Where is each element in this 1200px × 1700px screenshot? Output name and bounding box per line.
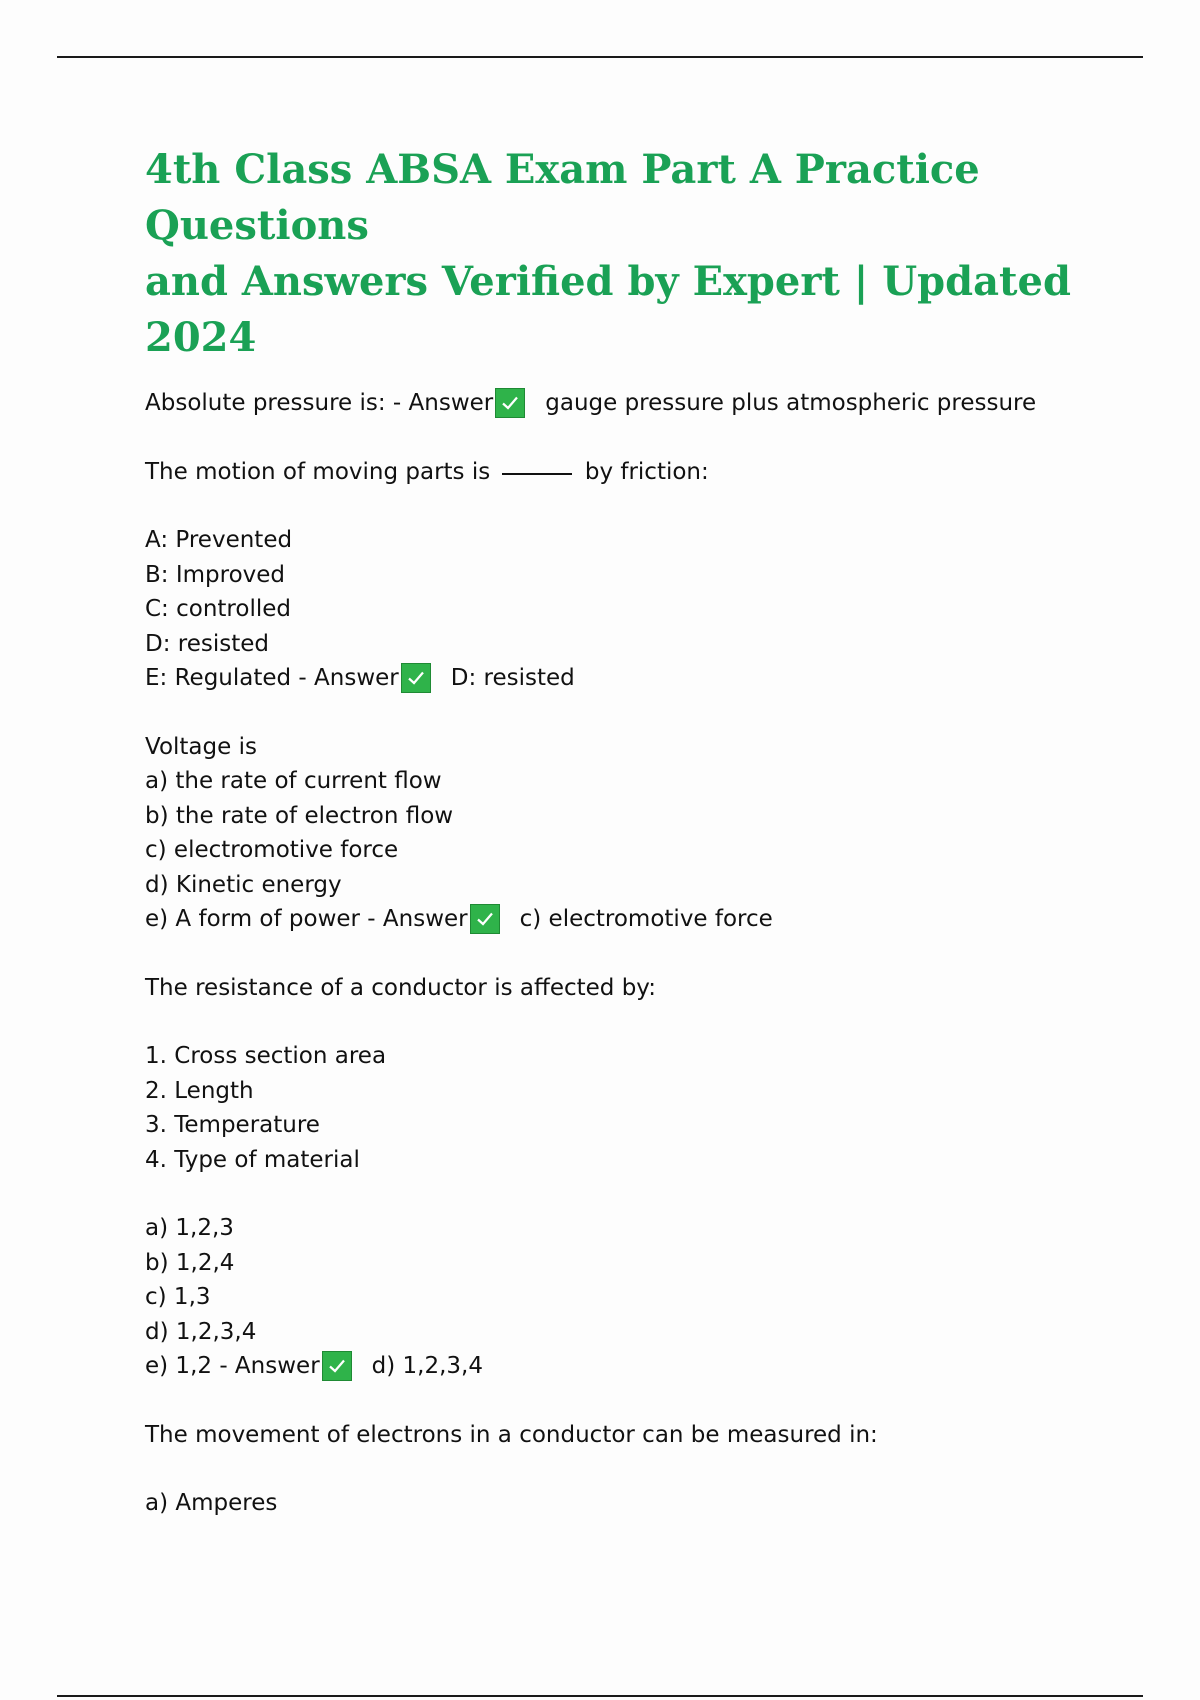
question-4-answer: d) 1,2,3,4 (371, 1353, 484, 1379)
option: E: Regulated - Answer (145, 665, 399, 691)
option: b) the rate of electron flow (145, 802, 454, 829)
option: a) Amperes (145, 1490, 278, 1516)
question-3-answer: c) electromotive force (519, 906, 773, 932)
option: B: Improved (145, 561, 286, 588)
list-item: 4. Type of material (145, 1146, 360, 1173)
check-icon (401, 663, 431, 693)
question-1-answer: gauge pressure plus atmospheric pressure (545, 390, 1037, 416)
question-4-prompt: The resistance of a conductor is affected by: (145, 974, 656, 1001)
list-item: 3. Temperature (145, 1112, 320, 1138)
question-2-answer-line (145, 661, 1095, 696)
question-4-answer-line (145, 1349, 1095, 1384)
title-line-2: and Answers Verified by Expert | Updated 2024 (145, 258, 1071, 361)
check-icon (470, 904, 500, 934)
question-1-prompt: Absolute pressure is: - Answer (145, 390, 494, 416)
question-5-prompt: The movement of electrons in a conductor can be measured in: (145, 1421, 878, 1448)
question-2-answer: D: resisted (450, 665, 575, 691)
top-rule (57, 56, 1143, 58)
document-title (145, 142, 1095, 366)
bottom-rule (57, 1695, 1143, 1697)
question-3-prompt: Voltage is (145, 733, 257, 760)
option: b) 1,2,4 (145, 1249, 235, 1276)
option: d) 1,2,3,4 (145, 1318, 257, 1345)
document-content (145, 142, 1095, 1521)
option: e) A form of power - Answer (145, 906, 468, 932)
question-2-prompt-before: The motion of moving parts is (145, 458, 491, 485)
option: c) electromotive force (145, 837, 399, 863)
question-1 (145, 386, 1095, 421)
option: d) Kinetic energy (145, 871, 342, 898)
question-2-prompt-after: by friction: (584, 458, 709, 485)
option: a) 1,2,3 (145, 1215, 234, 1241)
title-line-1: 4th Class ABSA Exam Part A Practice Questions (145, 146, 980, 249)
blank-line (502, 473, 572, 475)
check-icon (495, 388, 525, 418)
question-2-prompt (145, 455, 1095, 490)
option: e) 1,2 - Answer (145, 1353, 320, 1379)
option: C: controlled (145, 596, 291, 622)
list-item: 1. Cross section area (145, 1043, 387, 1069)
list-item: 2. Length (145, 1077, 254, 1104)
option: c) 1,3 (145, 1284, 211, 1310)
check-icon (322, 1351, 352, 1381)
question-3-answer-line (145, 902, 1095, 937)
option: a) the rate of current flow (145, 768, 442, 794)
option: D: resisted (145, 630, 269, 657)
option: A: Prevented (145, 527, 293, 553)
